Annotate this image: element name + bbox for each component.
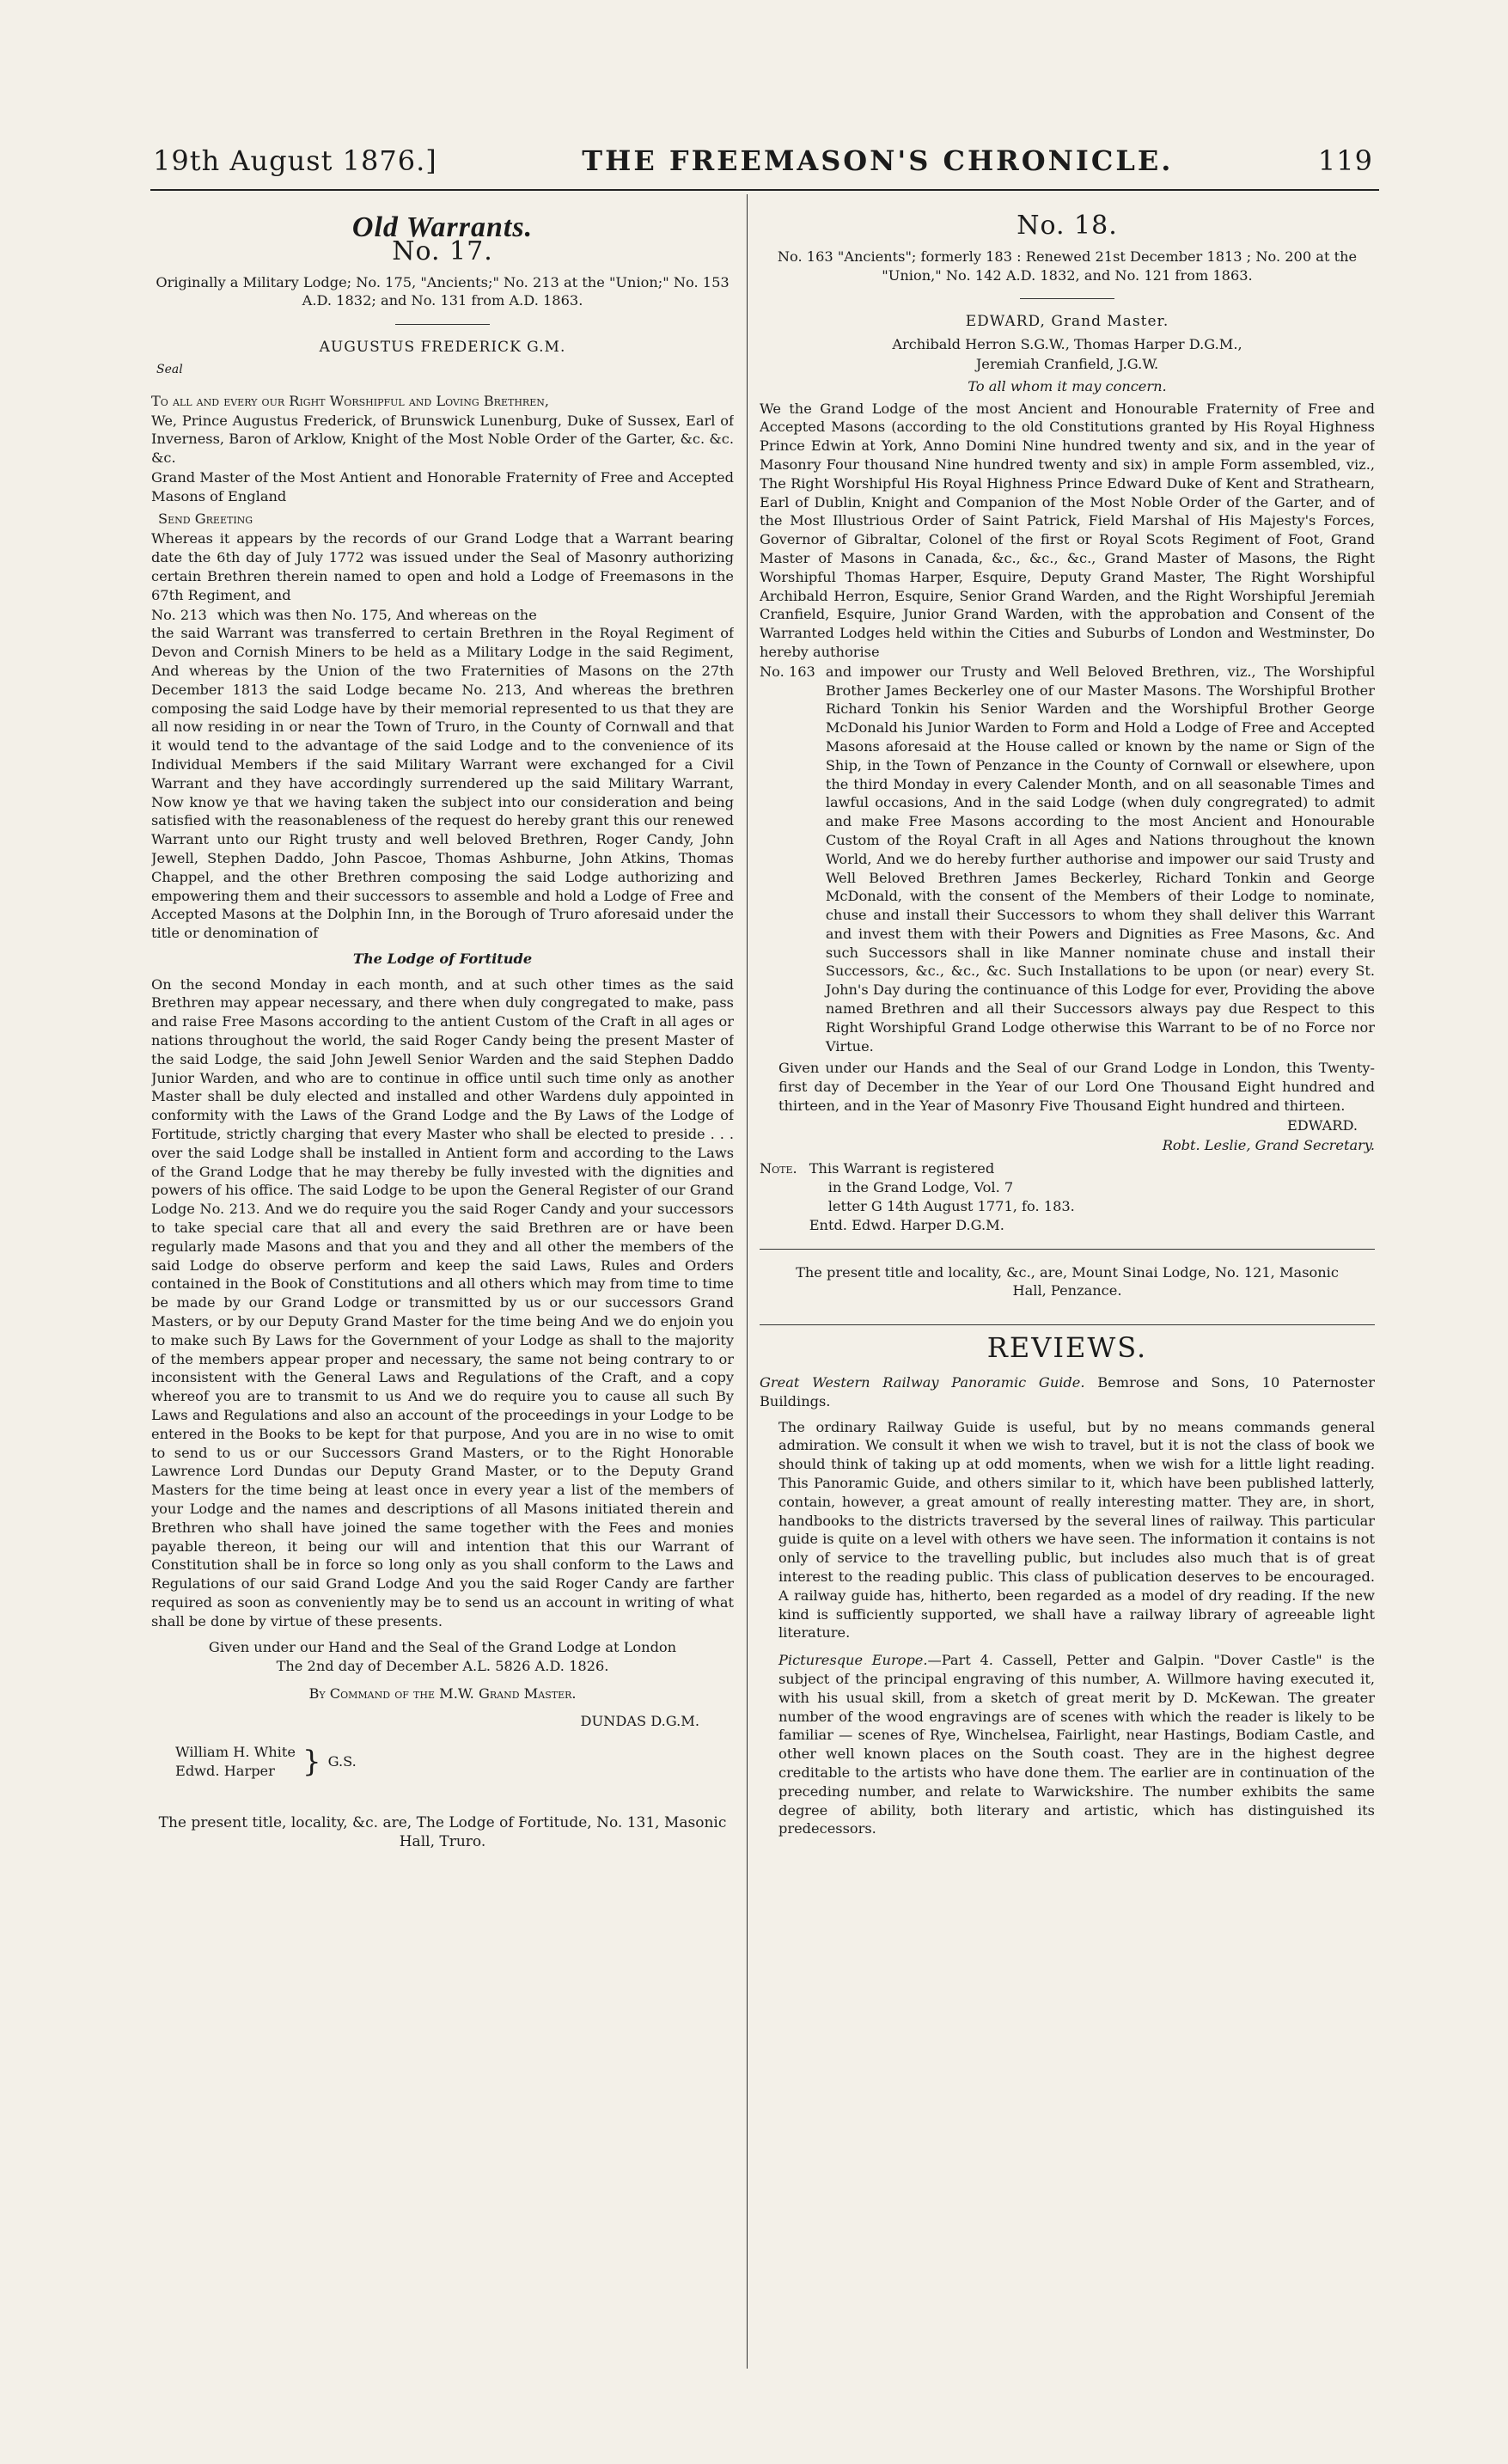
signatories (175, 1743, 734, 1781)
page-number: 119 (1317, 144, 1373, 177)
left-column (151, 206, 734, 2389)
paragraph: On the second Monday in each month, and at such other times as the said Brethren may appear necessary, and there when duly congregated to make, pass and raise Free Masons according to the antient Custom of the Craft in all ages or nations throughout the world, the said Roger Candy being the present Master of the said Lodge, the said John Jewell Senior Warden and the said Stephen Daddo Junior Warden, and who are to continue in office until such time only as another Master shall be duly elected and installed and other Wardens duly appointed in conformity with the Laws of the Grand Lodge and the By Laws of the Lodge of Fortitude, strictly charging that every Master who shall be elected to preside . . . over the said Lodge shall be installed in Antient form and according to the Laws of the Grand Lodge that he may thereby be fully invested with the dignities and powers of his office. The said Lodge to be upon the General Register of our Grand Lodge No. 213. And we do require you the said Roger Candy and your successors to take special care that all and every the said Brethren are or have been regularly made Masons and that you and they and all other the members of the said Lodge do observe perform and keep the said Laws, Rules and Orders contained in the Book of Constitutions and all others which may from time to time be made by our Grand Lodge or transmitted by us or our successors Grand Masters, or by our Deputy Grand Master for the time being And we do enjoin you to make such By Laws for the Government of your Lodge as shall to the majority of the members appear proper and necessary, the same not being contrary to or inconsistent with the General Laws and Regulations of the Craft, and a copy whereof you are to transmit to us And we do require you to cause all such By Laws and Regulations and also an account of the proceedings in your Lodge to be entered in the Books to be kept for that purpose, And you are in no wise to omit to send to us or our Successors Grand Masters, or to the Right Honorable Lawrence Lord Dundas our Deputy Grand Master, or to the Deputy Grand Masters for the time being at least once in every year a list of the members of your Lodge and the names and descriptions of all Masons initiated therein and Brethren who shall have joined the same together with the Fees and monies payable thereon, it being our will and intention that this our Warrant of Constitution shall be in force so long only as you shall conform to the Laws and Regulations of our said Grand Lodge And you the said Roger Candy are farther required as soon as conveniently may be to send us an account in writing of what shall be done by virtue of these presents. (151, 975, 734, 1629)
margin-row (151, 606, 734, 625)
warrant-intro: Originally a Military Lodge; No. 175, "Ancients;" No. 213 at the "Union;" No. 153 A.D. 1832; and No. 131 from A.D. 1863. (156, 273, 730, 309)
grand-master-name: EDWARD, Grand Master. (965, 313, 1169, 331)
review-title: Picturesque Europe. (778, 1652, 928, 1669)
closing-note: The present title, locality, &c. are, The Lodge of Fortitude, No. 131, Masonic Hall, Truro. (158, 1814, 727, 1851)
right-column (760, 206, 1375, 2372)
warrant-number: No. 18. (1017, 211, 1118, 241)
edward-signature: EDWARD. (1286, 1116, 1358, 1134)
note-line: Entd. Edwd. Harper D.G.M. (809, 1216, 1004, 1233)
dundas-signature: DUNDAS D.G.M. (580, 1712, 699, 1729)
margin-row (760, 663, 1375, 1056)
note-line: in the Grand Lodge, Vol. 7 (827, 1179, 1014, 1196)
paragraph: We, Prince Augustus Frederick, of Brunswick Lunenburg, Duke of Sussex, Earl of Inverness, Baron of Arklow, Knight of the Most Noble Order of the Garter, &c. &c. &c. (151, 412, 734, 467)
header-rule (150, 189, 1379, 191)
divider (760, 1324, 1375, 1325)
reviews-heading: REVIEWS. (986, 1331, 1148, 1365)
signer: William H. White (175, 1743, 296, 1760)
review-title: Great Western Railway Panoramic Guide. (760, 1374, 1085, 1391)
note-label: Note. (760, 1160, 797, 1177)
review-body: The ordinary Railway Guide is useful, but by no means commands general admiration. We consult it when we wish to travel, but it is not the class of book we should think of taking up at odd moments, when we wish for a little light reading. This Panoramic Guide, and others similar to it, which have been published latterly, contain, however, a great amount of really interesting matter. They are, in short, handbooks to the districts traversed by the several lines of railway. This particular guide is quite on a level with others we have seen. The information it contains is not only of service to the travelling public, but includes also much that is of great interest to the reading public. This class of publication deserves to be encouraged. A railway guide has, hitherto, been regarded as a model of dry reading. If the new kind is sufficiently supported, we shall have a railway library of agreeable light literature. (778, 1418, 1375, 1642)
divider (395, 324, 490, 325)
paragraph: and impower our Trusty and Well Beloved Brethren, viz., The Worshipful Brother James Beckerley one of our Master Masons. The Worshipful Brother Richard Tonkin his Senior Warden and the Worshipful Brother George McDonald his Junior Warden to Form and Hold a Lodge of Free and Accepted Masons aforesaid at the House called or known by the name or Sign of the Ship, in the Town of Penzance in the County of Cornwall or elsewhere, upon the third Monday in every Calender Month, and on all seasonable Times and lawful occasions, And in the said Lodge (when duly congregrated) to admit and make Free Masons according to the most Ancient and Honourable Custom of the Royal Craft in all Ages and Nations throughout the known World, And we do hereby further authorise and impower our said Trusty and Well Beloved Brethren James Beckerley, Richard Tonkin and George McDonald, with the consent of the Members of their Lodge to nominate, chuse and install their Successors to whom they shall deliver this Warrant and invest them with their Powers and Dignities as Free Masons, &c. And such Successors shall in like Manner nominate chuse and install their Successors, &c., &c., &c. Such Installations to be upon (or near) every St. John's Day during the continuance of this Lodge for ever, Providing the above named Brethren and all their Successors always pay due Respect to this Right Worshipful Grand Lodge otherwise this Warrant to be of no Force nor Virtue. (825, 663, 1375, 1055)
running-header (153, 144, 1373, 179)
review-publisher: Bemrose and Sons, 10 Paternoster Buildings. (760, 1374, 1375, 1409)
given-date: The 2nd day of December A.L. 5826 A.D. 1826. (276, 1658, 609, 1675)
grand-master-name: AUGUSTUS FREDERICK G.M. (319, 339, 566, 357)
lodge-name: The Lodge of Fortitude (352, 950, 533, 967)
section-heading: Old Warrants. (351, 211, 534, 243)
margin-number: No. 213 (151, 606, 207, 623)
salutation: To all and every our Right Worshipful and Loving Brethren, (151, 392, 550, 409)
command-line: By Command of the M.W. Grand Master. (308, 1685, 577, 1703)
note-line: This Warrant is registered (809, 1160, 995, 1177)
officers-line: Archibald Herron S.G.W., Thomas Harper D.G.M., (892, 336, 1242, 353)
divider (760, 1249, 1375, 1250)
paragraph: Given under our Hands and the Seal of our Grand Lodge in London, this Twenty-first day of December in the Year of our Lord One Thousand Eight hundred and thirteen, and in the Year of Masonry Five Thousand Eight hundred and thirteen. (778, 1060, 1375, 1115)
paragraph: which was then No. 175, And whereas on the (217, 606, 537, 623)
paragraph: Grand Master of the Most Antient and Honorable Fraternity of Free and Accepted Masons of England (151, 468, 734, 504)
column-divider (747, 194, 748, 2369)
registration-note (760, 1159, 1375, 1234)
closing-note: The present title and locality, &c., are, Mount Sinai Lodge, No. 121, Masonic Hall, Penzance. (796, 1263, 1339, 1299)
warrant-number: No. 17. (392, 235, 493, 266)
secretary-signature: Robt. Leslie, Grand Secretary. (1162, 1136, 1375, 1153)
brace: } (302, 1744, 321, 1779)
to-whom-line: To all whom it may concern. (968, 377, 1167, 394)
officers-line: Jeremiah Cranfield, J.G.W. (975, 355, 1159, 372)
paragraph: the said Warrant was transferred to certain Brethren in the Royal Regiment of Devon and Cornish Miners to be held as a Military Lodge in the said Regiment, And whereas by the Union of the two Fraternities of Masons on the 27th December 1813 the said Lodge became No. 213, And whereas the brethren composing the said Lodge have by their memorial represented to us that they are all now residing in or near the Town of Truro, in the County of Cornwall and that it would tend to the advantage of the said Lodge and to the convenience of its Individual Members if the said Military Warrant were exchanged for a Civil Warrant and they have accordingly surrendered up the said Military Warrant, Now know ye that we having taken the subject into our consideration and being satisfied with the reasonableness of the request do hereby grant this our renewed Warrant unto our Right trusty and well beloved Brethren, Roger Candy, John Jewell, Stephen Daddo, John Pascoe, Thomas Ashburne, John Atkins, Thomas Chappel, and the other Brethren composing the said Lodge authorizing and empowering them and their successors to assemble and hold a Lodge of Free and Accepted Masons at the Dolphin Inn, in the Borough of Truro aforesaid under the title or denomination of (151, 625, 734, 942)
note-line: letter G 14th August 1771, fo. 183. (827, 1198, 1075, 1215)
greeting: Send Greeting (158, 510, 253, 527)
publication-title: THE FREEMASON'S CHRONICLE. (582, 144, 1174, 177)
warrant-intro: No. 163 "Ancients"; formerly 183 : Renewed 21st December 1813 ; No. 200 at the "Union," No. 142 A.D. 1832, and No. 121 from 1863. (777, 248, 1358, 284)
given-line: Given under our Hand and the Seal of the Grand Lodge at London (208, 1638, 677, 1655)
divider (1020, 298, 1114, 299)
signer: Edwd. Harper (175, 1762, 275, 1779)
review-body: —Part 4. Cassell, Petter and Galpin. "Dover Castle" is the subject of the principal engraving of this number, A. Willmore having executed it, with his usual skill, from a sketch of great merit by D. McKewan. The greater number of the wood engravings are of scenes with which the reader is likely to be familiar — scenes of Rye, Winchelsea, Fairlight, near Hastings, Bodiam Castle, and other well known places on the South coast. They are in the highest degree creditable to the artists who have done them. The earlier are in continuation of the preceding number, and relate to Warwickshire. The number exhibits the same degree of ability, both literary and artistic, which has distinguished its predecessors. (778, 1652, 1375, 1837)
review-citation (760, 1373, 1375, 1411)
margin-number: No. 163 (760, 663, 815, 680)
review-entry (760, 1651, 1375, 1838)
seal-label: Seal (156, 362, 183, 376)
issue-date: 19th August 1876.] (153, 144, 437, 177)
gs-label: G.S. (327, 1752, 357, 1770)
paragraph: Whereas it appears by the records of our Grand Lodge that a Warrant bearing date the 6th day of July 1772 was issued under the Seal of Masonry authorizing certain Brethren therein named to open and hold a Lodge of Freemasons in the 67th Regiment, and (151, 530, 734, 603)
paragraph: We the Grand Lodge of the most Ancient and Honourable Fraternity of Free and Accepted Masons (according to the old Constitutions granted by His Royal Highness Prince Edwin at York, Anno Domini Nine hundred twenty and six, and in the year of Masonry Four thousand Nine hundred twenty and six) in ample Form assembled, viz., The Right Worshipful His Royal Highness Prince Edward Duke of Kent and Strathearn, Earl of Dublin, Knight and Companion of the Most Noble Order of the Garter, and of the Most Illustrious Order of Saint Patrick, Field Marshal of His Majesty's Forces, Governor of Gibraltar, Colonel of the first or Royal Scots Regiment of Foot, Grand Master of Masons in Canada, &c., &c., &c., Grand Master of Masons, the Right Worshipful Thomas Harper, Esquire, Deputy Grand Master, The Right Worshipful Archibald Herron, Esquire, Senior Grand Warden, and the Right Worshipful Jeremiah Cranfield, Esquire, Junior Grand Warden, with the approbation and Consent of the Warranted Lodges held within the Cities and Suburbs of London and Westminster, Do hereby authorise (760, 400, 1375, 660)
